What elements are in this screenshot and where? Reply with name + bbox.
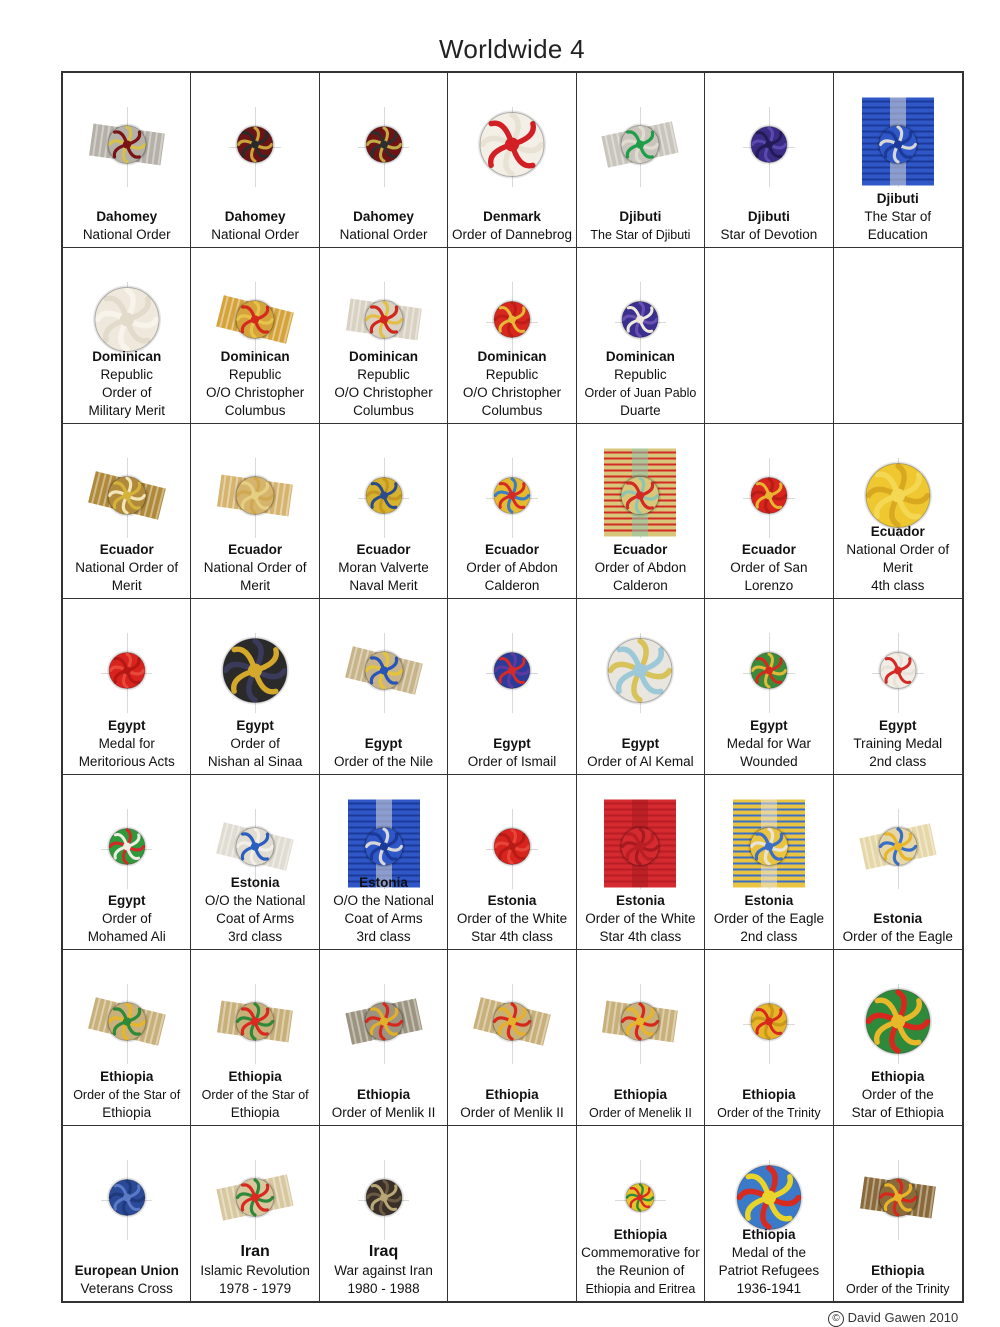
award-name-line: 1978 - 1979 (219, 1281, 292, 1296)
medal-cell (448, 424, 576, 599)
empty-cell (834, 248, 962, 423)
award-name-line: Order of Menlik II (331, 1104, 436, 1120)
country-name: Ethiopia (613, 1086, 668, 1102)
medal-cell (191, 1126, 319, 1301)
medal-cell (834, 424, 962, 599)
medal-cell (63, 599, 191, 774)
medal-caption (843, 910, 953, 946)
award-name-line: Star of Ethiopia (851, 1104, 944, 1120)
award-name-line: Order of the (861, 1086, 934, 1102)
award-name-line: Mohamed Ali (87, 929, 166, 945)
country-name: Dahomey (96, 209, 158, 225)
award-name-line: Medal of the (731, 1245, 806, 1260)
award-name-line: Order of Juan Pablo (584, 385, 697, 400)
medal-cell (320, 424, 448, 599)
country-name: Djibuti (619, 209, 662, 225)
copyright-notice (828, 1310, 958, 1327)
medal-caption (334, 348, 432, 420)
medal-caption (460, 1086, 564, 1122)
award-name-line: Ethiopia (102, 1104, 152, 1120)
page-title: Worldwide 4 (439, 34, 585, 64)
award-name-line: Republic (228, 366, 282, 382)
award-name-line: Order of San (730, 560, 808, 576)
award-name-line: Order of the Nile (334, 753, 434, 769)
ribbon-rosette-image (200, 967, 310, 1082)
ribbon-rosette-image (72, 1142, 182, 1257)
country-name: Dominican (605, 348, 675, 364)
country-name: Dominican (349, 348, 419, 364)
medal-cell (705, 599, 833, 774)
country-name: Dominican (92, 348, 162, 364)
medal-caption (719, 1226, 820, 1298)
medal-cell (834, 73, 962, 248)
medal-caption (452, 208, 572, 244)
award-name-line: Commemorative for (581, 1245, 700, 1260)
award-name-line: Columbus (481, 402, 543, 418)
award-name-line: 4th class (871, 578, 925, 594)
ribbon-rosette-image (585, 616, 695, 731)
award-name-line: Order of (101, 384, 152, 400)
award-name-line: Order of (101, 911, 152, 927)
country-name: Estonia (487, 893, 537, 909)
country-name: Estonia (744, 893, 794, 909)
medal-caption (202, 1068, 309, 1122)
award-name-line: National Order of (203, 560, 307, 576)
country-name: Denmark (483, 209, 541, 225)
ribbon-rosette-image (585, 90, 695, 205)
medal-cell (577, 599, 705, 774)
medal-caption (846, 1262, 950, 1298)
country-name: Djibuti (876, 191, 919, 207)
award-name-line: Nishan al Sinaa (207, 753, 303, 769)
country-name: Estonia (230, 875, 280, 891)
medal-cell (320, 775, 448, 950)
medal-caption (332, 1086, 436, 1122)
award-name-line: Duarte (620, 402, 661, 418)
ribbon-rosette-image (457, 90, 567, 205)
ribbon-rosette-image (585, 791, 695, 906)
medal-cell (320, 73, 448, 248)
medal-caption (75, 541, 178, 595)
award-name-line: Meritorious Acts (78, 753, 175, 769)
award-name-line: Order of (230, 735, 280, 751)
medal-caption (846, 523, 949, 595)
award-name-line: Order of Abdon (594, 560, 687, 576)
award-name-line: O/O Christopher (205, 384, 305, 400)
ribbon-rosette-image (72, 616, 182, 731)
ribbon-rosette-image (329, 90, 439, 205)
medal-cell (577, 775, 705, 950)
medal-cell (448, 73, 576, 248)
country-name: Egypt (364, 735, 403, 751)
award-name-line: Naval Merit (349, 578, 418, 594)
country-name: Ecuador (228, 542, 283, 558)
ribbon-rosette-image (457, 967, 567, 1082)
medal-caption (853, 717, 942, 771)
award-name-line: Military Merit (88, 402, 165, 418)
empty-cell (705, 248, 833, 423)
award-name-line: Order of Al Kemal (587, 753, 694, 769)
award-name-line: National Order of (75, 560, 179, 576)
country-name: Egypt (107, 717, 146, 733)
ribbon-rosette-image (329, 440, 439, 555)
ribbon-rosette-image (457, 791, 567, 906)
award-name-line: Order of Abdon (466, 560, 558, 576)
award-name-line: Order of Dannebrog (451, 227, 573, 243)
award-name-line: Order of the Eagle (713, 911, 825, 927)
award-name-line: O/O Christopher (462, 384, 562, 400)
award-name-line: Wounded (740, 753, 798, 769)
medal-caption (714, 892, 824, 946)
country-name: Ethiopia (871, 1068, 925, 1084)
medal-cell (834, 1126, 962, 1301)
medal-caption (584, 348, 696, 420)
award-name-line: Order of Ismail (467, 753, 557, 769)
country-name: Dahomey (224, 209, 286, 225)
medal-cell (577, 73, 705, 248)
award-name-line: Coat of Arms (344, 911, 423, 927)
award-name-line: National Order (82, 227, 171, 243)
award-name-line: Republic (357, 366, 410, 382)
country-name: Egypt (750, 717, 788, 733)
award-name-line: Merit (240, 578, 271, 594)
award-name-line: Republic (485, 366, 539, 382)
medal-caption (585, 892, 695, 946)
medal-caption (88, 348, 165, 420)
country-name: Iran (240, 1243, 270, 1260)
ribbon-rosette-image (714, 90, 824, 205)
award-name-line: Republic (100, 366, 153, 382)
award-name-line: 2nd class (869, 753, 927, 769)
medal-caption (864, 190, 931, 244)
award-name-line: O/O Christopher (334, 384, 433, 400)
medal-caption (88, 892, 166, 946)
country-name: Egypt (107, 893, 146, 909)
medal-cell (191, 599, 319, 774)
award-name-line: Star 4th class (599, 929, 682, 945)
ribbon-rosette-image (843, 616, 953, 731)
ribbon-rosette-image (843, 1142, 953, 1257)
country-name: Ecuador (741, 542, 796, 558)
award-name-line: The Star of Djibuti (590, 228, 691, 243)
award-name-line: War against Iran (334, 1263, 433, 1278)
award-name-line: 1980 - 1988 (347, 1281, 420, 1296)
medal-cell (577, 1126, 705, 1301)
award-name-line: O/O the National (204, 893, 306, 909)
award-name-line: Merit (882, 560, 913, 576)
medal-caption (206, 348, 304, 420)
medal-cell (320, 1126, 448, 1301)
ribbon-rosette-image (457, 616, 567, 731)
ribbon-rosette-image (329, 1142, 439, 1257)
award-name-line: Order of the White (456, 911, 568, 927)
country-name: Ecuador (484, 542, 539, 558)
medal-cell (448, 950, 576, 1125)
country-name: Ethiopia (742, 1227, 796, 1242)
medal-caption (200, 1242, 310, 1298)
award-name-line: Medal for (98, 735, 155, 751)
medal-cell (577, 424, 705, 599)
award-name-line: Training Medal (853, 735, 943, 751)
medal-caption (340, 208, 428, 244)
country-name: Dahomey (353, 209, 414, 225)
medal-cell (191, 775, 319, 950)
medal-cell (63, 775, 191, 950)
country-name: Ecuador (870, 524, 925, 540)
award-name-line: Calderon (613, 578, 668, 594)
copyright-icon: © (828, 1311, 844, 1327)
medal-caption (79, 717, 175, 771)
country-name: Ethiopia (100, 1068, 154, 1084)
medal-cell (834, 599, 962, 774)
medal-cell (320, 248, 448, 423)
ribbon-rosette-image (72, 90, 182, 205)
ribbon-rosette-image (200, 1142, 310, 1257)
award-name-line: Order of the Eagle (842, 929, 953, 945)
ribbon-rosette-image (714, 440, 824, 555)
medal-caption (468, 735, 557, 771)
award-name-line: Patriot Refugees (718, 1263, 820, 1278)
award-name-line: Merit (111, 578, 142, 594)
ribbon-rosette-image (585, 967, 695, 1082)
country-name: Ethiopia (485, 1086, 539, 1102)
ribbon-rosette-image (72, 967, 182, 1082)
medal-cell (63, 1126, 191, 1301)
medal-caption (590, 208, 690, 244)
award-name-line: Moran Valverte (338, 560, 429, 576)
award-name-line: Education (867, 227, 928, 243)
medal-cell (705, 424, 833, 599)
medal-cell (705, 73, 833, 248)
country-name: Dominican (220, 348, 290, 364)
medal-cell (448, 775, 576, 950)
ribbon-rosette-image (843, 967, 953, 1082)
medal-caption (205, 874, 306, 946)
medal-cell (63, 73, 191, 248)
medal-cell (191, 248, 319, 423)
award-name-line: Columbus (353, 402, 414, 418)
medal-cell (448, 599, 576, 774)
ribbon-rosette-image (843, 791, 953, 906)
country-name: Estonia (616, 893, 665, 909)
ribbon-rosette-image (457, 440, 567, 555)
award-name-line: Republic (614, 366, 667, 382)
medal-caption (208, 717, 303, 771)
country-name: Egypt (493, 735, 531, 751)
country-name: Estonia (873, 911, 923, 927)
medal-cell (191, 950, 319, 1125)
award-name-line: Star 4th class (471, 929, 553, 945)
country-name: Djibuti (747, 209, 790, 225)
award-name-line: Lorenzo (744, 578, 794, 594)
country-name: Dominican (477, 348, 547, 364)
ribbon-rosette-image (714, 791, 824, 906)
award-name-line: Order of the Trinity (717, 1105, 821, 1120)
ribbon-rosette-image (843, 90, 953, 205)
country-name: Ethiopia (356, 1086, 411, 1102)
medal-caption (589, 1086, 692, 1122)
medal-caption (334, 1242, 433, 1298)
ribbon-rosette-image (585, 440, 695, 555)
award-name-line: Coat of Arms (216, 911, 295, 927)
medal-caption (852, 1068, 944, 1122)
award-name-line: 3rd class (228, 929, 283, 945)
country-name: Egypt (879, 717, 917, 733)
country-name: Iraq (368, 1243, 399, 1260)
country-name: Egypt (236, 717, 274, 733)
medal-cell (320, 950, 448, 1125)
award-name-line: 3rd class (356, 929, 411, 945)
award-name-line: National Order (339, 227, 428, 243)
country-name: Estonia (359, 875, 408, 891)
medal-caption (463, 348, 561, 420)
medal-caption (334, 735, 433, 771)
medal-cell (191, 73, 319, 248)
medal-caption (466, 541, 558, 595)
award-name-line: Order of Menelik II (589, 1105, 692, 1120)
medal-cell (705, 950, 833, 1125)
award-name-line: Order of the Trinity (846, 1282, 950, 1296)
copyright-text: David Gawen 2010 (847, 1310, 959, 1325)
medal-caption (75, 1262, 179, 1298)
award-name-line: National Order of (846, 542, 950, 558)
ribbon-rosette-image (200, 90, 310, 205)
country-name: Ecuador (356, 542, 411, 558)
ribbon-rosette-image (329, 967, 439, 1082)
medal-caption (338, 541, 429, 595)
medal-caption (587, 735, 694, 771)
medal-caption (595, 541, 687, 595)
award-name-line: Calderon (484, 578, 540, 594)
award-name-line: 1936-1941 (736, 1281, 802, 1296)
country-name: Egypt (621, 735, 660, 751)
medal-cell (320, 599, 448, 774)
country-name: Ethiopia (613, 1227, 668, 1242)
ribbon-rosette-image (714, 616, 824, 731)
empty-cell (448, 1126, 576, 1301)
medal-cell (705, 1126, 833, 1301)
medal-cell (63, 424, 191, 599)
medal-caption (581, 1226, 700, 1298)
ribbon-rosette-image (72, 440, 182, 555)
award-name-line: Medal for War (726, 735, 811, 751)
award-name-line: Star of Devotion (720, 227, 818, 243)
medal-caption (720, 208, 817, 244)
medal-caption (204, 541, 307, 595)
medal-cell (577, 248, 705, 423)
medal-cell (63, 950, 191, 1125)
medal-caption (211, 208, 299, 244)
ribbon-rosette-image (200, 440, 310, 555)
country-name: Ethiopia (871, 1263, 925, 1278)
award-name-line: Columbus (224, 402, 286, 418)
medal-caption (717, 1086, 821, 1122)
ribbon-rosette-image (200, 616, 310, 731)
award-name-line: Veterans Cross (80, 1281, 173, 1296)
award-name-line: the Reunion of (596, 1263, 685, 1278)
medal-caption (457, 892, 567, 946)
ribbon-rosette-image (714, 967, 824, 1082)
medal-cell (834, 950, 962, 1125)
medal-caption (730, 541, 807, 595)
medal-ribbon-grid (61, 71, 964, 1303)
ribbon-rosette-image (329, 616, 439, 731)
medal-cell (834, 775, 962, 950)
medal-caption (333, 874, 434, 946)
ribbon-rosette-image (72, 791, 182, 906)
medal-cell (705, 775, 833, 950)
award-name-line: 2nd class (740, 929, 798, 945)
award-name-line: Order of Menlik II (460, 1104, 564, 1120)
medal-cell (577, 950, 705, 1125)
medal-caption (73, 1068, 180, 1122)
medal-cell (63, 248, 191, 423)
country-name: European Union (74, 1263, 179, 1278)
medal-cell (448, 248, 576, 423)
country-name: Ecuador (613, 542, 668, 558)
award-name-line: The Star of (864, 209, 932, 225)
award-name-line: Order of the Star of (201, 1087, 309, 1102)
award-name-line: Islamic Revolution (200, 1263, 310, 1278)
medal-caption (727, 717, 811, 771)
award-name-line: National Order (211, 227, 300, 243)
award-name-line: Ethiopia and Eritrea (585, 1282, 696, 1296)
award-name-line: Order of the Star of (73, 1087, 181, 1102)
country-name: Ethiopia (228, 1068, 282, 1084)
award-name-line: Order of the White (585, 911, 696, 927)
country-name: Ecuador (99, 542, 154, 558)
country-name: Ethiopia (742, 1086, 796, 1102)
medal-caption (83, 208, 171, 244)
medal-cell (191, 424, 319, 599)
award-name-line: O/O the National (333, 893, 434, 909)
award-name-line: Ethiopia (230, 1104, 280, 1120)
